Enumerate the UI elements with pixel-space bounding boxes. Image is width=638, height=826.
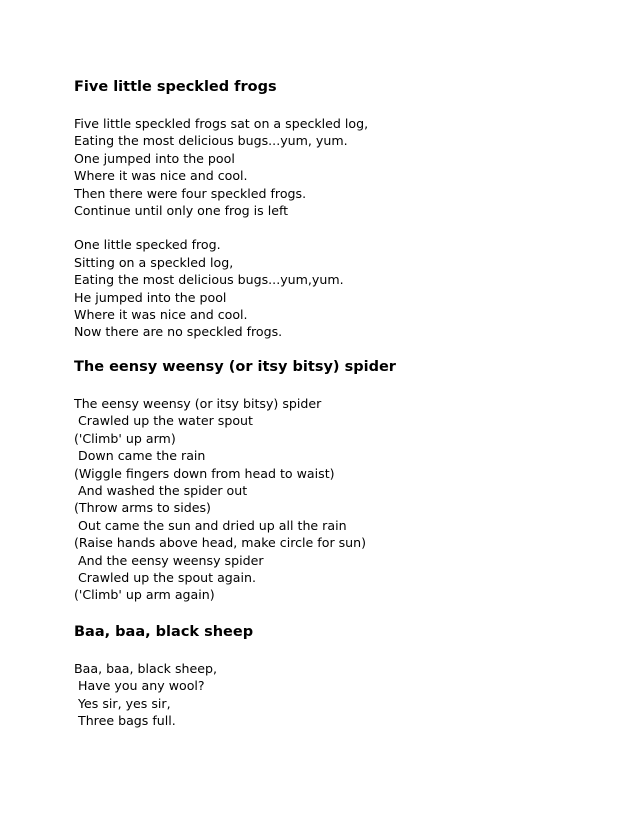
lyric-line: Eating the most delicious bugs...yum, yum. bbox=[74, 133, 348, 149]
lyric-line: Sitting on a speckled log, bbox=[74, 254, 234, 270]
lyric-line: The eensy weensy (or itsy bitsy) spider bbox=[74, 396, 322, 411]
lyric-line: One little specked frog. bbox=[74, 237, 221, 253]
lyric-line: Out came the sun and dried up all the rain bbox=[74, 517, 347, 533]
song-title: The eensy weensy (or itsy bitsy) spider bbox=[74, 359, 396, 375]
lyric-line: ('Climb' up arm again) bbox=[74, 587, 215, 603]
stanza bbox=[74, 660, 614, 730]
lyric-line: ('Climb' up arm) bbox=[74, 430, 176, 446]
lyric-line: He jumped into the pool bbox=[74, 289, 227, 305]
lyric-line: Where it was nice and cool. bbox=[74, 168, 248, 184]
lyric-line: One jumped into the pool bbox=[74, 150, 235, 166]
lyric-line: And washed the spider out bbox=[74, 483, 248, 499]
stanza bbox=[74, 115, 614, 219]
song-section-eensy-weensy-spider bbox=[74, 357, 614, 604]
lyric-line: Eating the most delicious bugs...yum,yum. bbox=[74, 272, 344, 288]
lyric-line: Yes sir, yes sir, bbox=[74, 695, 171, 711]
lyric-line: Then there were four speckled frogs. bbox=[74, 185, 307, 201]
lyric-line: Five little speckled frogs sat on a speckled log, bbox=[74, 116, 369, 131]
lyric-line: Have you any wool? bbox=[74, 678, 205, 694]
lyric-line: Down came the rain bbox=[74, 448, 206, 464]
song-section-five-little-speckled-frogs bbox=[74, 77, 614, 341]
song-title: Five little speckled frogs bbox=[74, 79, 277, 95]
song-section-baa-baa-black-sheep bbox=[74, 622, 614, 730]
lyric-line: (Throw arms to sides) bbox=[74, 500, 211, 516]
lyric-line: (Raise hands above head, make circle for sun) bbox=[74, 535, 367, 551]
lyric-line: Now there are no speckled frogs. bbox=[74, 324, 283, 340]
song-title: Baa, baa, black sheep bbox=[74, 624, 254, 640]
lyric-line: And the eensy weensy spider bbox=[74, 552, 264, 568]
lyric-line: Baa, baa, black sheep, bbox=[74, 661, 217, 676]
lyric-line: Crawled up the spout again. bbox=[74, 570, 256, 586]
lyric-line: Three bags full. bbox=[74, 713, 176, 729]
stanza bbox=[74, 395, 614, 604]
lyric-line: Where it was nice and cool. bbox=[74, 307, 248, 323]
lyric-line: Continue until only one frog is left bbox=[74, 203, 289, 219]
lyric-line: (Wiggle fingers down from head to waist) bbox=[74, 465, 335, 481]
lyric-line: Crawled up the water spout bbox=[74, 413, 253, 429]
stanza bbox=[74, 236, 614, 340]
